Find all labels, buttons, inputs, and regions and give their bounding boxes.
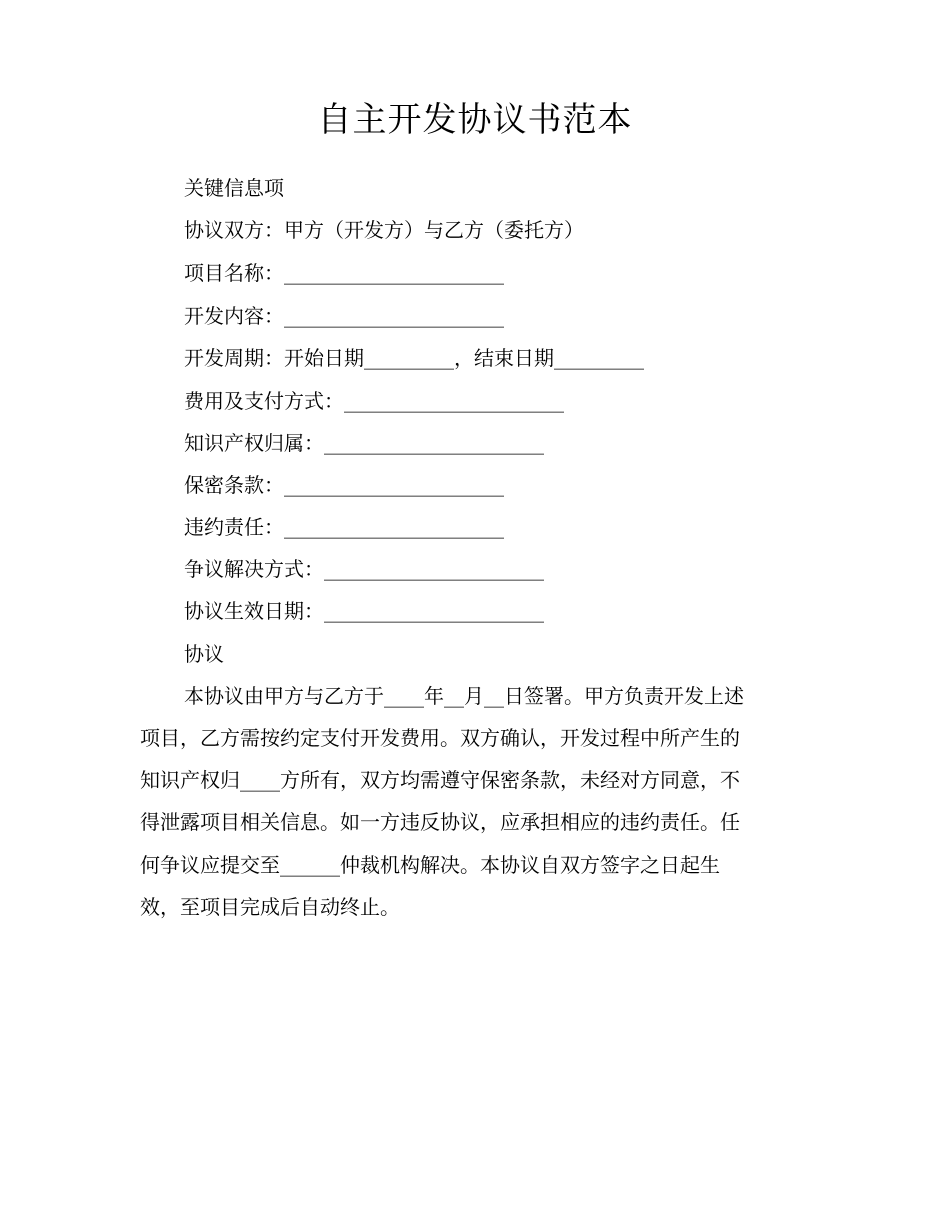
document-title: 自主开发协议书范本 xyxy=(317,100,633,140)
key-info-breach-liability: 违约责任：______________________ xyxy=(184,515,504,539)
agreement-heading: 协议 xyxy=(184,642,224,666)
agreement-line: 知识产权归____方所有，双方均需遵守保密条款，未经对方同意，不 xyxy=(140,768,740,792)
key-info-fees-payment: 费用及支付方式：______________________ xyxy=(184,389,564,413)
key-info-project-name: 项目名称：______________________ xyxy=(184,261,504,285)
key-info-heading: 关键信息项 xyxy=(184,176,284,200)
key-info-confidentiality: 保密条款：______________________ xyxy=(184,473,504,497)
agreement-line: 本协议由甲方与乙方于____年__月__日签署。甲方负责开发上述 xyxy=(184,684,744,708)
key-info-parties: 协议双方：甲方（开发方）与乙方（委托方） xyxy=(184,218,584,242)
key-info-effective-date: 协议生效日期：______________________ xyxy=(184,599,544,623)
agreement-line: 项目，乙方需按约定支付开发费用。双方确认，开发过程中所产生的 xyxy=(140,726,740,750)
key-info-ip-ownership: 知识产权归属：______________________ xyxy=(184,431,544,455)
key-info-dispute-resolution: 争议解决方式：______________________ xyxy=(184,557,544,581)
agreement-line: 得泄露项目相关信息。如一方违反协议，应承担相应的违约责任。任 xyxy=(140,810,740,834)
agreement-line: 何争议应提交至______仲裁机构解决。本协议自双方签字之日起生 xyxy=(140,853,720,877)
agreement-line: 效，至项目完成后自动终止。 xyxy=(140,895,400,919)
key-info-development-content: 开发内容：______________________ xyxy=(184,304,504,328)
key-info-development-period: 开发周期：开始日期_________，结束日期_________ xyxy=(184,346,644,370)
